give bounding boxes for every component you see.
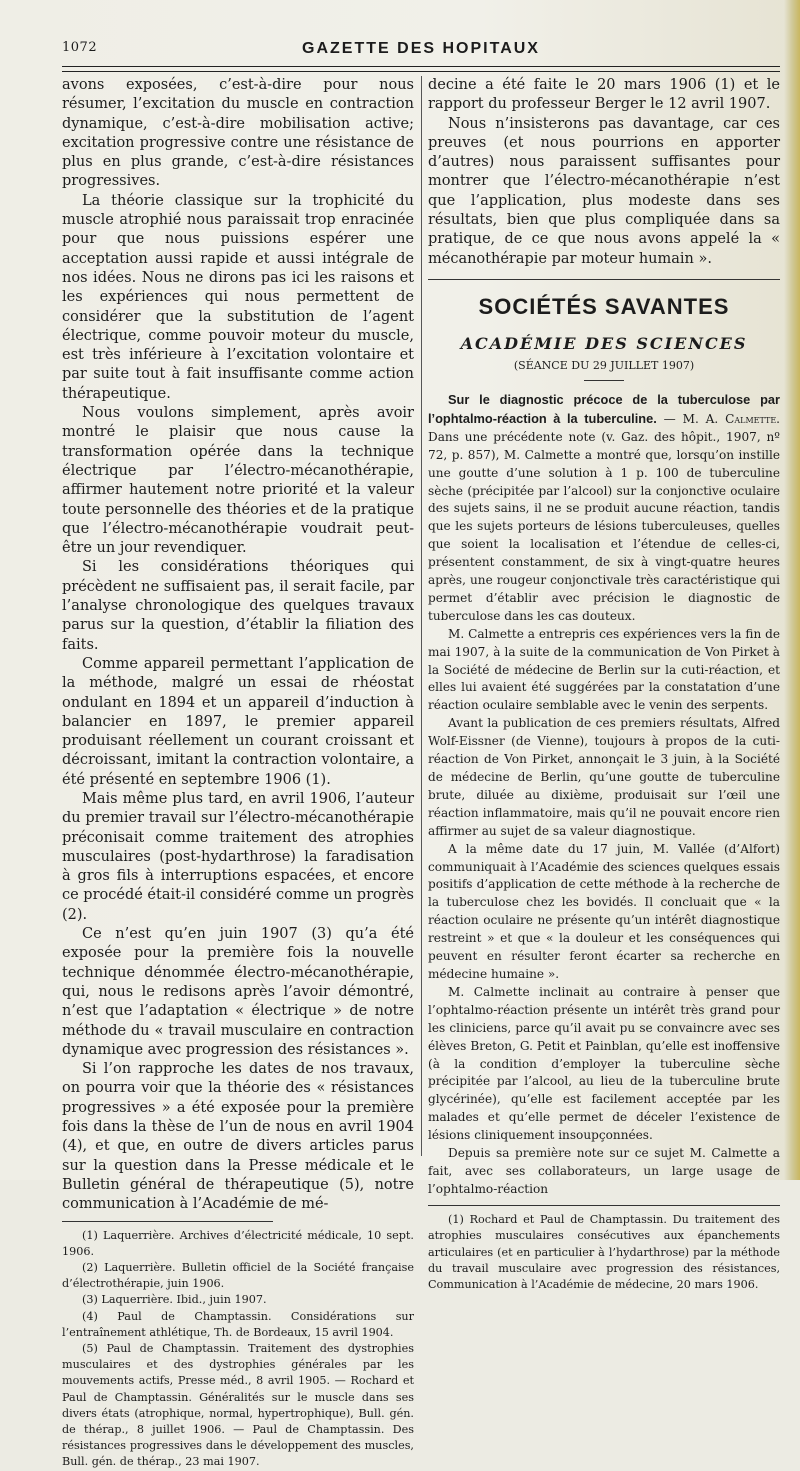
paragraph: A la même date du 17 juin, M. Vallée (d’Alfort) communiquait à l’Académie des sciences quelques essais positifs d’application de cette méthode à la recherche de la tuberculose chez les bovidés. Il concluait que « la réaction oculaire ne présente qu’un intérêt diagnostique restreint » et que « la douleur et les conséquences qui peuvent en résulter feront écarter sa recherche en médecine humaine ». <box>428 841 780 981</box>
journal-title: GAZETTE DES HOPITAUX <box>302 40 540 57</box>
article-text: Dans une précédente note (v. Gaz. des hôpit., 1907, nº 72, p. 857), M. Calmette a montré que, lorsqu’on instille une goutte d’une solution à 1 p. 100 de tuberculine sèche (précipitée par l’alcool) sur la conjonctive oculaire des sujets sains, il ne se produit aucune réaction, tandis que les sujets porteurs de lésions tuberculeuses, quelles que soient la localisation et l’étendue de celles-ci, présentent constamment, de six à vingt-quatre heures après, une rougeur conjonctivale très caractéristique qui permet d’établir avec précision le diagnostic de tuberculose dans les cas douteux. <box>428 429 780 623</box>
paragraph: M. Calmette inclinait au contraire à penser que l’ophtalmo-réaction présente un intérêt très grand pour les cliniciens, parce qu’il avait pu se convaincre avec ses élèves Breton, G. Petit et Painblan, qu’elle est inoffensive (à la condition d’employer la tuberculine sèche précipitée par l’alcool, au lieu de la tuberculine brute glycérinée), qu’elle est facilement acceptée par les malades et qu’elle permet de déceler l’existence de lésions cliniquement insoupçonnées. <box>428 984 780 1143</box>
article-title: Sur le diagnostic précoce de la tuberculose par l’ophtalmo-réaction à la tuberculine. <box>428 391 780 426</box>
paragraph: M. Calmette a entrepris ces expériences vers la fin de mai 1907, à la suite de la communication de Von Pirket à la Société de médecine de Berlin sur la cuti-réaction, et elles lui avaient été suggérées par la constatation d’une réaction oculaire semblable avec le venin des serpents. <box>428 626 780 713</box>
section-heading: SOCIÉTÉS SAVANTES <box>478 293 730 319</box>
page-header <box>62 40 780 64</box>
header-rule <box>62 66 780 72</box>
footnote: (1) Laquerrière. Archives d’électricité médicale, 10 sept. 1906. <box>62 1228 414 1258</box>
paragraph: Si l’on rapproche les dates de nos travaux, on pourra voir que la théorie des « résistances progressives » a été exposée pour la première fois dans la thèse de l’un de nous en avril 1904 (4), et que, en outre de divers articles parus sur la question dans la Presse médicale et le Bulletin général de thérapeutique (5), notre communication à l’Académie de mé- <box>62 1061 414 1213</box>
footnote: (2) Laquerrière. Bulletin officiel de la Société française d’électrothérapie, juin 1906. <box>62 1260 414 1291</box>
left-column <box>62 76 414 1471</box>
footnote: (1) Rochard et Paul de Champtassin. Du traitement des atrophies musculaires consécutives aux épanchements articulaires (et en particulier à l’hydarthrose) par la méthode du travail musculaire avec progression des résistances, Communication à l’Académie de médecine, 20 mars 1906. <box>428 1212 780 1292</box>
session-date: (SÉANCE DU 29 JUILLET 1907) <box>513 358 695 372</box>
academy-heading: ACADÉMIE DES SCIENCES <box>460 333 748 353</box>
right-column <box>428 76 780 1294</box>
section-rule <box>428 279 780 280</box>
paragraph: Si les considérations théoriques qui précèdent ne suffisaient pas, il serait facile, par l’analyse chronologique des quelques travaux parus sur la question, d’établir la filiation des faits. <box>62 559 414 653</box>
footnote: (4) Paul de Champtassin. Considérations sur l’entraînement athlétique, Th. de Bordeaux, 15 avril 1904. <box>62 1309 414 1339</box>
footnotes <box>62 1228 414 1471</box>
short-rule <box>584 380 624 381</box>
paragraph: decine a été faite le 20 mars 1906 (1) et le rapport du professeur Berger le 12 avril 1907. <box>428 77 780 113</box>
paragraph: Nous n’insisterons pas davantage, car ces preuves (et nous pourrions en apporter d’autres) nous paraissent suffisantes pour montrer que l’électro-mécanothérapie n’est que l’application, plus modeste dans ses résultats, bien que plus compliquée dans sa pratique, de ce que nous avons appelé la « mécanothérapie par moteur humain ». <box>428 115 780 267</box>
column-divider <box>421 76 422 1156</box>
paragraph: Nous voulons simplement, après avoir montré le plaisir que nous cause la transformation opérée dans la technique électrique par l’électro-mécanothérapie, affirmer hautement notre priorité et la valeur toute personnelle des théories et de la pratique que l’électro-mécanothérapie voudrait peut-être un jour revendiquer. <box>62 405 414 557</box>
paragraph: Avant la publication de ces premiers résultats, Alfred Wolf-Eissner (de Vienne), toujours à propos de la cuti-réaction de Von Pirket, annonçait le 3 juin, à la Société de médecine de Berlin, qu’une goutte de tuberculine brute, diluée au dixième, produisait sur l’œil une réaction inflammatoire, mais qu’il ne pouvait encore rien affirmer au sujet de sa valeur diagnostique. <box>428 716 780 838</box>
footnote-rule <box>428 1205 780 1206</box>
paragraph: Depuis sa première note sur ce sujet M. Calmette a fait, avec ses collaborateurs, un large usage de l’ophtalmo-réaction <box>428 1146 780 1196</box>
paragraph: Ce n’est qu’en juin 1907 (3) qu’a été exposée pour la première fois la nouvelle technique dénommée électro-mécanothérapie, qui, nous le redisons après l’avoir démontré, n’est que l’adaptation « électrique » de notre méthode du « travail musculaire en contraction dynamique avec progression des résistances ». <box>62 926 414 1058</box>
article-author: — M. A. Calmette. <box>663 411 780 426</box>
page-number: 1072 <box>62 40 98 55</box>
paragraph: avons exposées, c’est-à-dire pour nous résumer, l’excitation du muscle en contraction dynamique, c’est-à-dire mobilisation active; excitation progressive contre une résistance de plus en plus grande, c’est-à-dire résistances progressives. <box>62 77 414 190</box>
article-abstract <box>428 391 780 1199</box>
paragraph: Comme appareil permettant l’application de la méthode, malgré un essai de rhéostat ondulant en 1894 et un appareil d’induction à balancier en 1897, le premier appareil produisant réellement un courant croissant et décroissant, imitant la contraction volontaire, a été présenté en septembre 1906 (1). <box>62 655 414 788</box>
paragraph: Mais même plus tard, en avril 1906, l’auteur du premier travail sur l’électro-mécanothérapie préconisait comme traitement des atrophies musculaires (post-hydarthrose) la faradisation à gros fils à interruptions espacées, et encore ce procédé était-il considéré comme un progrès (2). <box>62 790 414 923</box>
footnote-rule <box>62 1221 273 1222</box>
page-edge <box>784 0 800 1180</box>
footnote: (3) Laquerrière. Ibid., juin 1907. <box>82 1293 267 1307</box>
paragraph: La théorie classique sur la trophicité du muscle atrophié nous paraissait trop enracinée pour que nous puissions espérer une acceptation aussi rapide et aussi intégrale de nos idées. Nous ne dirons pas ici les raisons et les expériences qui nous permettent de considérer que la substitution de l’agent électrique, comme pouvoir moteur du muscle, est très inférieure à l’excitation volontaire et par suite tout à fait insuffisante comme action thérapeutique. <box>62 192 414 402</box>
footnote: (5) Paul de Champtassin. Traitement des dystrophies musculaires et des dystrophies générales par les mouvements actifs, Presse méd., 8 avril 1905. — Rochard et Paul de Champtassin. Généralités sur le muscle dans ses divers états (atrophique, normal, hypertrophique), Bull. gén. de thérap., 8 juillet 1906. — Paul de Champtassin. Des résistances progressives dans le développement des muscles, Bull. gén. de thérap., 23 mai 1907. <box>62 1341 414 1469</box>
